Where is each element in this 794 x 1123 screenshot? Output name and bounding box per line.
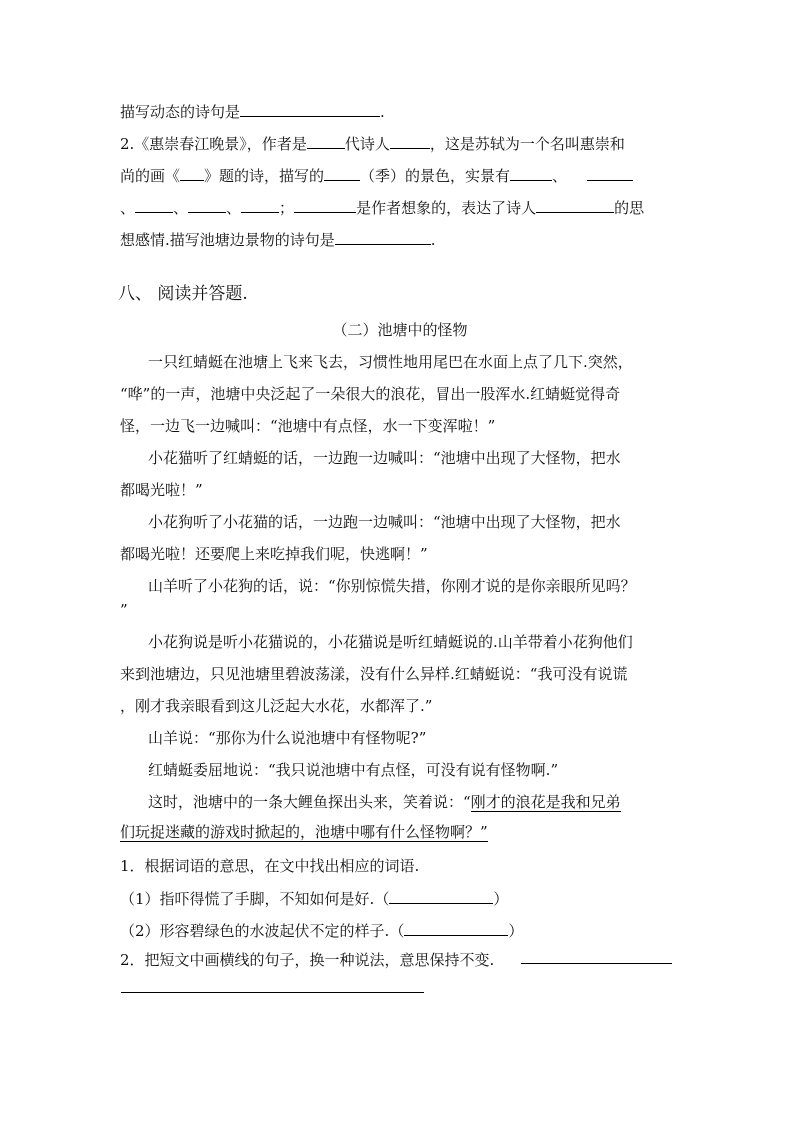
q-text: 是作者想象的，表达了诗人 [356, 199, 537, 217]
passage-line [148, 792, 680, 812]
passage-line: 红蜻蜓委屈地说：“我只说池塘中有点怪，可没有说有怪物啊.” [148, 761, 559, 779]
answer-blank[interactable] [324, 165, 360, 181]
underlined-sentence: 刚才的浪花是我和兄弟 [470, 793, 621, 811]
answer-blank[interactable] [180, 165, 204, 181]
q-text: 、 [226, 199, 242, 217]
q-text: ） [493, 890, 509, 908]
answer-blank[interactable] [510, 165, 552, 181]
passage-line: 小花狗听了小花猫的话，一边跑一边喊叫：“池塘中出现了大怪物，把水 [148, 513, 621, 531]
answer-blank[interactable] [335, 229, 431, 245]
dynamic-verse-line [120, 101, 680, 122]
q-text: （2）形容碧绿色的水波起伏不定的样子.（ [120, 922, 405, 940]
question-1: 1．根据词语的意思，在文中找出相应的词语. [120, 857, 420, 875]
answer-blank[interactable] [241, 197, 279, 213]
answer-blank[interactable] [307, 133, 345, 149]
q-text: 想感情.描写池塘边景物的诗句是 [120, 231, 335, 249]
q-text: ，这是苏轼为一个名叫惠崇和 [429, 135, 625, 153]
answer-blank[interactable] [390, 133, 430, 149]
passage-line: 山羊说：“那你为什么说池塘中有怪物呢?” [148, 729, 427, 747]
q-text: 、 [173, 199, 189, 217]
passage-line: ，刚才我亲眼看到这儿泛起大水花，水都浑了.” [120, 697, 433, 715]
question-2: 2．把短文中画横线的句子，换一种说法，意思保持不变. [120, 951, 495, 969]
period: . [430, 231, 436, 249]
answer-blank[interactable] [240, 101, 380, 117]
q-text: （1）指吓得慌了手脚，不知如何是好.（ [120, 890, 390, 908]
q-text: ） [508, 922, 524, 940]
q-text: 代诗人 [344, 135, 390, 153]
answer-blank[interactable] [404, 920, 508, 936]
passage-line: 都喝光啦！还要爬上来吃掉我们呢，快逃啊！” [120, 545, 428, 563]
period: . [380, 103, 385, 121]
q-text: 2.《惠崇春江晚景》，作者是 [120, 135, 307, 153]
passage-line: 小花狗说是听小花猫说的，小花猫说是听红蜻蜓说的.山羊带着小花狗他们 [148, 633, 633, 651]
passage-title: （二）池塘中的怪物 [332, 321, 468, 339]
passage-line: 来到池塘边，只见池塘里碧波荡漾，没有什么异样.红蜻蜓说：“我可没有说谎 [120, 665, 628, 683]
question-1-2 [120, 920, 680, 941]
underlined-sentence: 们玩捉迷藏的游戏时掀起的，池塘中哪有什么怪物啊？” [120, 823, 488, 841]
q-text: 》题的诗，描写的 [204, 167, 325, 185]
q-text: （季）的景色，实景有 [360, 167, 511, 185]
q-text: ； [279, 199, 295, 217]
answer-blank[interactable] [294, 197, 356, 213]
q-text: 、 [552, 167, 568, 185]
answer-blank[interactable] [135, 197, 173, 213]
answer-line[interactable] [521, 963, 672, 964]
q-text: 尚的画《 [120, 167, 181, 185]
question-1-1 [120, 888, 680, 909]
q-text: 的思 [614, 199, 645, 217]
answer-blank[interactable] [188, 197, 226, 213]
section-heading: 八、 阅读并答题. [118, 284, 248, 304]
passage-line [120, 822, 680, 842]
passage-line: 山羊听了小花狗的话，说：“你别惊慌失措，你刚才说的是你亲眼所见吗？ [148, 577, 636, 595]
passage-line: “哗”的一声，池塘中央泛起了一朵很大的浪花，冒出一股浑水.红蜻蜓觉得奇 [120, 385, 621, 403]
poem-question-line-2 [120, 165, 680, 186]
passage-line: 一只红蜻蜓在池塘上飞来飞去，习惯性地用尾巴在水面上点了几下.突然， [148, 353, 633, 371]
passage-line: ” [120, 601, 128, 619]
poem-question-line-1 [120, 133, 680, 154]
q-text: 、 [120, 199, 136, 217]
passage-line: 怪，一边飞一边喊叫：“池塘中有点怪，水一下变浑啦！” [120, 417, 496, 435]
passage-line: 小花猫听了红蜻蜓的话，一边跑一边喊叫：“池塘中出现了大怪物，把水 [148, 449, 621, 467]
passage-line: 都喝光啦！” [120, 481, 203, 499]
answer-blank[interactable] [536, 197, 614, 213]
answer-blank[interactable] [587, 165, 633, 181]
poem-question-line-3 [120, 197, 680, 218]
passage-text: 这时，池塘中的一条大鲤鱼探出头来，笑着说：“ [148, 793, 471, 811]
answer-blank[interactable] [389, 888, 493, 904]
dynamic-verse-prompt: 描写动态的诗句是 [120, 103, 241, 121]
answer-line[interactable] [121, 992, 424, 993]
poem-question-line-4 [120, 229, 680, 250]
